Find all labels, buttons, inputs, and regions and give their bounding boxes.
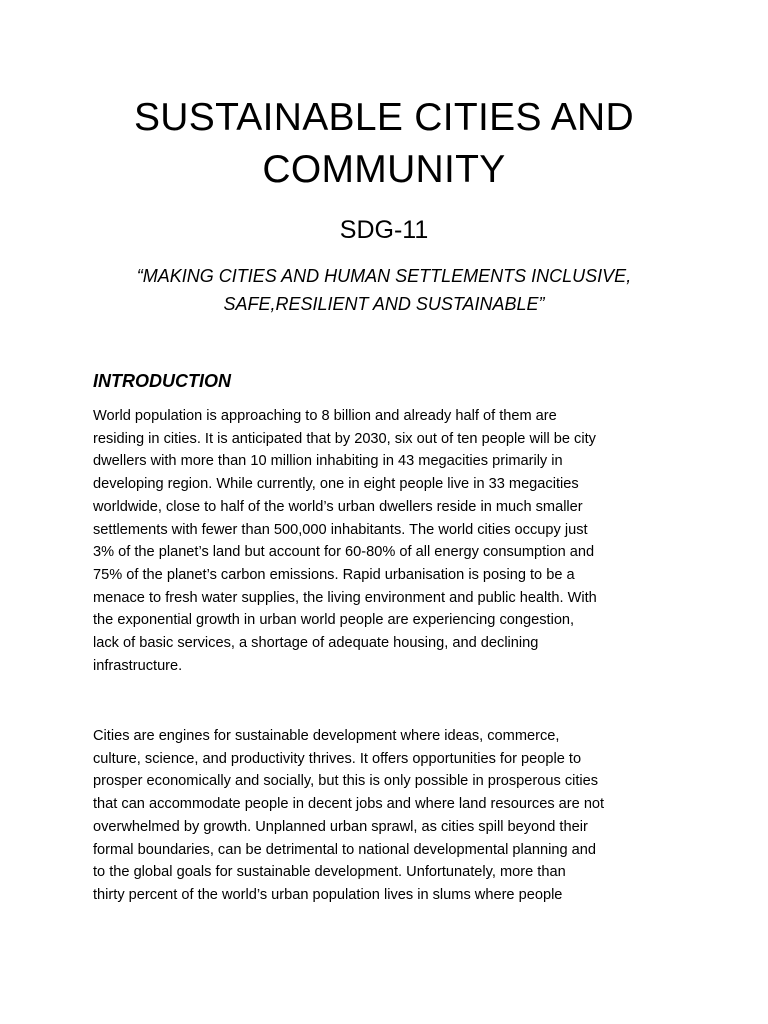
paragraph-line: residing in cities. It is anticipated that by 2030, six out of ten people will be city <box>93 430 596 447</box>
paragraph-line: formal boundaries, can be detrimental to national developmental planning and <box>93 841 597 858</box>
title-line-1: SUSTAINABLE CITIES AND <box>133 96 634 139</box>
paragraph-line: dwellers with more than 10 million inhabiting in 43 megacities primarily in <box>93 453 563 470</box>
paragraph-line: 3% of the planet’s land but account for 60-80% of all energy consumption and <box>93 544 595 561</box>
paragraph-line: the exponential growth in urban world people are experiencing congestion, <box>93 612 575 629</box>
introduction-paragraph-1 <box>93 405 683 677</box>
title-line-2: COMMUNITY <box>262 148 506 191</box>
paragraph-line: settlements with fewer than 500,000 inhabitants. The world cities occupy just <box>93 521 588 538</box>
paragraph-line: developing region. While currently, one in eight people live in 33 megacities <box>93 476 579 493</box>
section-heading: INTRODUCTION <box>93 371 231 391</box>
paragraph-line: prosper economically and socially, but this is only possible in prosperous cities <box>93 773 599 790</box>
paragraph-line: lack of basic services, a shortage of adequate housing, and declining <box>93 635 539 652</box>
goal-quote <box>100 262 668 318</box>
quote-line-2: SAFE,RESILIENT AND SUSTAINABLE” <box>223 294 545 314</box>
paragraph-line: worldwide, close to half of the world’s urban dwellers reside in much smaller <box>93 498 583 515</box>
introduction-paragraph-2 <box>93 725 683 907</box>
paragraph-line: to the global goals for sustainable development. Unfortunately, more than <box>93 864 566 881</box>
paragraph-line: infrastructure. <box>93 657 183 674</box>
sdg-code: SDG-11 <box>339 216 429 244</box>
paragraph-line: overwhelmed by growth. Unplanned urban sprawl, as cities spill beyond their <box>93 818 588 835</box>
paragraph-line: World population is approaching to 8 billion and already half of them are <box>93 408 557 424</box>
paragraph-line: menace to fresh water supplies, the living environment and public health. With <box>93 589 597 606</box>
paragraph-line: thirty percent of the world’s urban population lives in slums where people <box>93 886 563 903</box>
paragraph-line: that can accommodate people in decent jobs and where land resources are not <box>93 796 605 813</box>
quote-line-1: “MAKING CITIES AND HUMAN SETTLEMENTS INCLUSIVE, <box>136 266 632 286</box>
paragraph-line: culture, science, and productivity thrives. It offers opportunities for people to <box>93 750 582 767</box>
document-title <box>0 92 768 196</box>
paragraph-line: 75% of the planet’s carbon emissions. Rapid urbanisation is posing to be a <box>93 566 575 583</box>
paragraph-line: Cities are engines for sustainable development where ideas, commerce, <box>93 728 560 744</box>
